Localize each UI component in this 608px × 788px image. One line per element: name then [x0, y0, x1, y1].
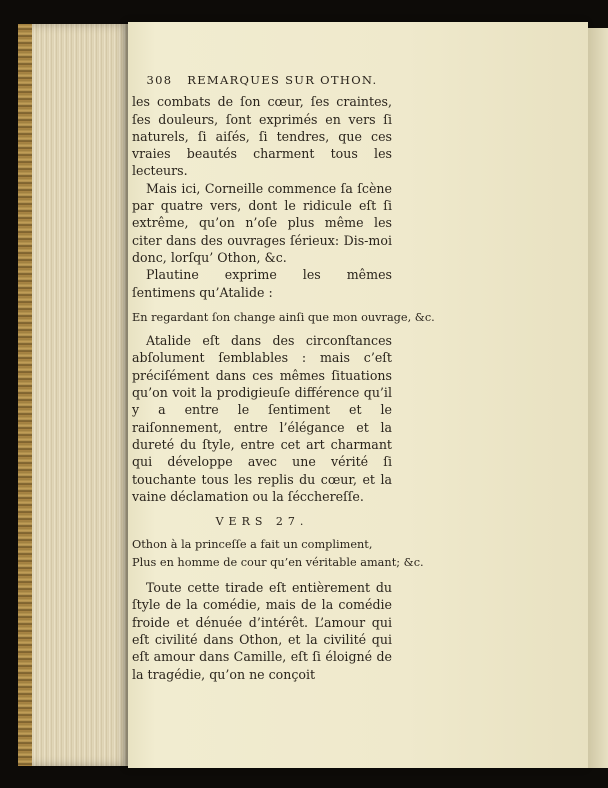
paragraph-5: Toute cette tirade eſt entièrement du ſtyle de la comédie, mais de la comédie froide et dénuée d’intérêt. L’amour qui eſt civilité dans Othon, et la civilité qui eſt amour dans Camille, eſt ſi éloigné de la tragédie, qu’on ne conçoit	[132, 580, 392, 682]
paragraph-1: les combats de ſon cœur, ſes craintes, ſes douleurs, ſont exprimés en vers ſi naturels, ſi aiſés, ſi tendres, que ces vraies beautés charment tous les lecteurs.	[132, 94, 392, 179]
verse-heading: VERS 27.	[215, 515, 309, 529]
running-head	[132, 72, 392, 89]
paragraph-2: Mais ici, Corneille commence ſa ſcène par quatre vers, dont le ridicule eſt ſi extrême, qu’on n’oſe plus même les citer dans des ouvrages ſérieux: Dis-moi donc, lorſqu’ Othon, &c.	[132, 180, 392, 265]
verse-line-1: Othon à la princeſſe a fait un compliment,	[132, 538, 373, 552]
spine-binding	[18, 24, 32, 766]
paragraph-4: Atalide eſt dans des circonſtances abſolument ſemblables : mais c’eſt préciſément dans ces mêmes ſituations qu’on voit la prodigieuſe différence qu’il y a entre le ſentiment et le raiſonnement, entre l’élégance et la dureté du ſtyle, entre cet art charmant qui développe avec une vérité ſi touchante tous les replis du cœur, et la vaine déclamation ou la ſécchereſſe.	[132, 333, 392, 504]
page-text	[132, 72, 435, 683]
facing-page-edge	[588, 28, 608, 768]
paragraph-3: Plautine exprime les mêmes ſentimens qu’Atalide :	[132, 267, 392, 300]
stacked-page-edges	[18, 24, 130, 766]
running-title: REMARQUES SUR OTHON.	[187, 73, 378, 87]
verse-line-2: Plus en homme de cour qu’en véritable amant; &c.	[132, 555, 424, 569]
quoted-verse: En regardant ſon change ainſi que mon ouvrage, &c.	[132, 310, 435, 324]
page-number: 308	[146, 73, 173, 87]
